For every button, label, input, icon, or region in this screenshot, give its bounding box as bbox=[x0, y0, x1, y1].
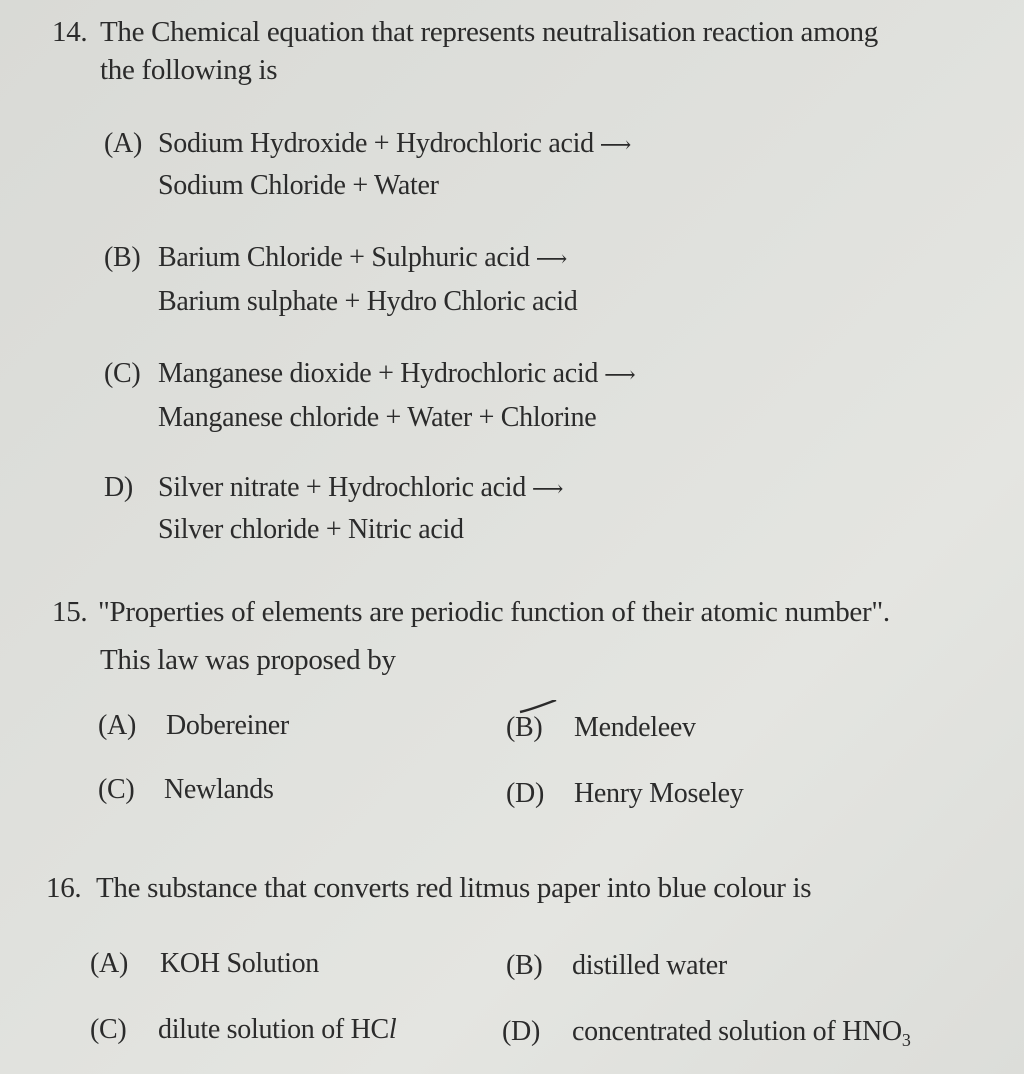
option-label: (A) bbox=[90, 948, 128, 979]
checkmark-icon bbox=[518, 700, 558, 724]
option-text: Sodium Chloride + Water bbox=[158, 170, 439, 201]
option-label: (A) bbox=[104, 128, 142, 159]
option-label: (D) bbox=[502, 1016, 540, 1047]
option-label: (B) bbox=[506, 950, 543, 981]
option-label: (C) bbox=[90, 1014, 127, 1045]
option-label: (D) bbox=[506, 778, 544, 809]
option-text: Mendeleev bbox=[574, 712, 696, 743]
question-number: 16. bbox=[46, 872, 82, 904]
question-text: The Chemical equation that represents neutralisation reaction among bbox=[100, 16, 878, 48]
arrow-icon: ⟶ bbox=[531, 476, 564, 501]
option-text: Manganese chloride + Water + Chlorine bbox=[158, 402, 597, 433]
option-text: dilute solution of HCl bbox=[158, 1014, 397, 1045]
arrow-icon: ⟶ bbox=[535, 246, 567, 271]
question-text: This law was proposed by bbox=[100, 644, 396, 676]
option-text: Newlands bbox=[164, 774, 274, 805]
option-text: Henry Moseley bbox=[574, 778, 744, 809]
option-label: (C) bbox=[104, 358, 141, 389]
question-text: the following is bbox=[100, 54, 278, 86]
option-text: Barium Chloride + Sulphuric acid ⟶ bbox=[158, 242, 567, 273]
question-number: 14. bbox=[52, 16, 88, 48]
option-text: Dobereiner bbox=[166, 710, 289, 741]
option-label: (C) bbox=[98, 774, 135, 805]
option-text: concentrated solution of $HNO_3$ bbox=[572, 1016, 911, 1050]
option-label: (A) bbox=[98, 710, 136, 741]
option-text: Manganese dioxide + Hydrochloric acid ⟶ bbox=[158, 358, 636, 389]
question-text: "Properties of elements are periodic function of their atomic number". bbox=[98, 596, 890, 628]
option-text: Silver chloride + Nitric acid bbox=[158, 514, 464, 545]
option-text: Sodium Hydroxide + Hydrochloric acid ⟶ bbox=[158, 128, 632, 159]
option-label: (B) bbox=[506, 712, 543, 743]
option-label: D) bbox=[104, 472, 133, 503]
option-text: Silver nitrate + Hydrochloric acid ⟶ bbox=[158, 472, 564, 503]
arrow-icon: ⟶ bbox=[604, 362, 636, 387]
question-text: The substance that converts red litmus paper into blue colour is bbox=[96, 872, 812, 904]
option-text: Barium sulphate + Hydro Chloric acid bbox=[158, 286, 578, 317]
option-text: KOH Solution bbox=[160, 948, 319, 979]
option-label: (B) bbox=[104, 242, 141, 273]
question-number: 15. bbox=[52, 596, 88, 628]
option-text: distilled water bbox=[572, 950, 727, 981]
arrow-icon: ⟶ bbox=[599, 132, 632, 157]
